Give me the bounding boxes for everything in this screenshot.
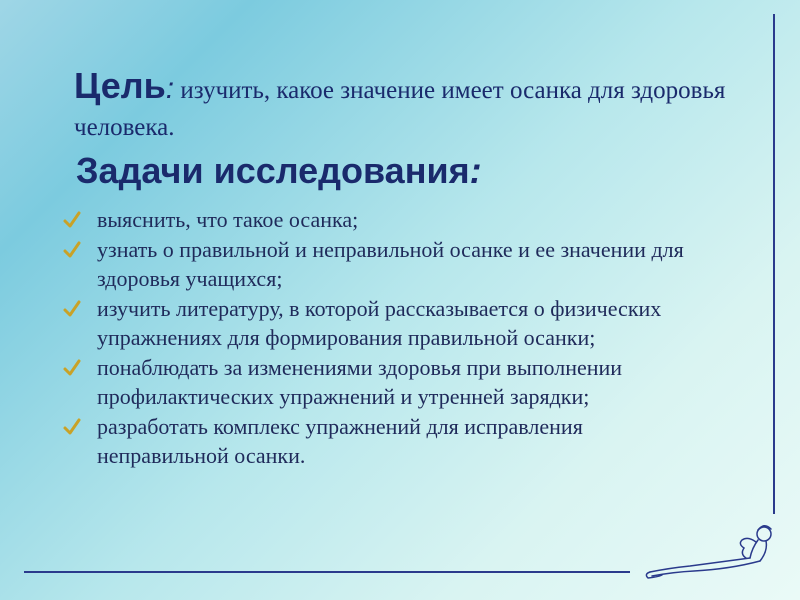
goal-text: изучить, какое значение имеет осанка для здоровья человека. bbox=[74, 77, 726, 141]
tasks-title-text: Задачи исследования bbox=[76, 150, 470, 191]
check-icon bbox=[62, 210, 82, 230]
task-text: разработать комплекс упражнений для исправления неправильной осанки. bbox=[97, 414, 583, 468]
list-item bbox=[60, 353, 720, 411]
tasks-title-colon: : bbox=[469, 150, 482, 191]
task-text: выяснить, что такое осанка; bbox=[97, 207, 359, 232]
check-icon bbox=[62, 358, 82, 378]
tasks-list bbox=[60, 205, 720, 471]
goal-statement bbox=[74, 62, 734, 144]
check-icon bbox=[62, 299, 82, 319]
goal-colon: : bbox=[165, 72, 175, 105]
list-item bbox=[60, 235, 720, 293]
check-icon bbox=[62, 417, 82, 437]
goal-label: Цель bbox=[74, 65, 166, 106]
reclining-figure-icon bbox=[640, 520, 780, 580]
tasks-title bbox=[76, 150, 482, 192]
task-text: понаблюдать за изменениями здоровья при выполнении профилактических упражнений и утренней зарядки; bbox=[97, 355, 623, 409]
decorative-horizontal-line bbox=[24, 571, 630, 573]
list-item bbox=[60, 412, 720, 470]
task-text: узнать о правильной и неправильной осанке и ее значении для здоровья учащихся; bbox=[97, 237, 684, 291]
list-item bbox=[60, 205, 720, 234]
task-text: изучить литературу, в которой рассказывается о физических упражнениях для формирования правильной осанки; bbox=[97, 296, 662, 350]
check-icon bbox=[62, 240, 82, 260]
list-item bbox=[60, 294, 720, 352]
decorative-vertical-line bbox=[773, 14, 775, 514]
